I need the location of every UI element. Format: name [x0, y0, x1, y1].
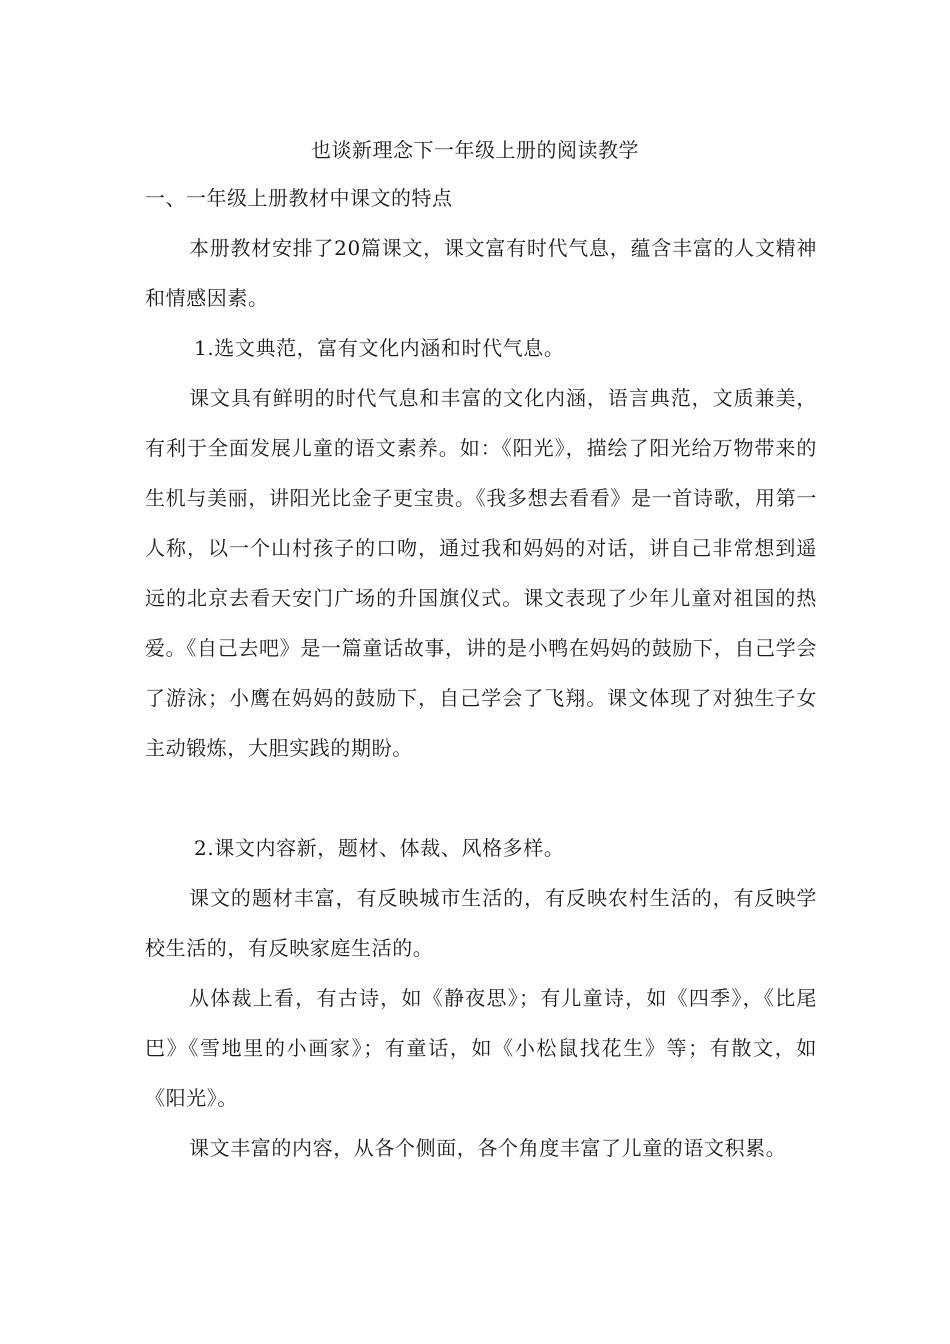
- section-heading: 一、一年级上册教材中课文的特点: [145, 186, 453, 210]
- paragraph-4: 课文丰富的内容，从各个侧面，各个角度丰富了儿童的语文积累。: [189, 1136, 787, 1160]
- paragraph-3: 从体裁上看，有古诗，如《静夜思》；有儿童诗，如《四季》，《比尾巴》《雪地里的小画家》；有童话，如《小松鼠找花生》等；有散文，如《阳光》。: [145, 986, 817, 1110]
- paragraph-2: 课文的题材丰富，有反映城市生活的，有反映农村生活的，有反映学校生活的，有反映家庭生活的。: [145, 886, 817, 960]
- subheading-1: 1.选文典范，富有文化内涵和时代气息。: [194, 336, 565, 360]
- paragraph-intro: 本册教材安排了20篇课文，课文富有时代气息，蕴含丰富的人文精神和情感因素。: [145, 236, 817, 310]
- document-title: 也谈新理念下一年级上册的阅读教学: [311, 138, 639, 162]
- paragraph-1: 课文具有鲜明的时代气息和丰富的文化内涵，语言典范，文质兼美，有利于全面发展儿童的语文素养。如：《阳光》，描绘了阳光给万物带来的生机与美丽，讲阳光比金子更宝贵。《我多想去看看》是一首诗歌，用第一人称，以一个山村孩子的口吻，通过我和妈妈的对话，讲自己非常想到遥远的北京去看天安门广场的升国旗仪式。课文表现了少年儿童对祖国的热爱。《自己去吧》是一篇童话故事，讲的是小鸭在妈妈的鼓励下，自己学会了游泳；小鹰在妈妈的鼓励下，自己学会了飞翔。课文体现了对独生子女主动锻炼，大胆实践的期盼。: [145, 386, 817, 760]
- subheading-2: 2.课文内容新，题材、体裁、风格多样。: [194, 836, 565, 860]
